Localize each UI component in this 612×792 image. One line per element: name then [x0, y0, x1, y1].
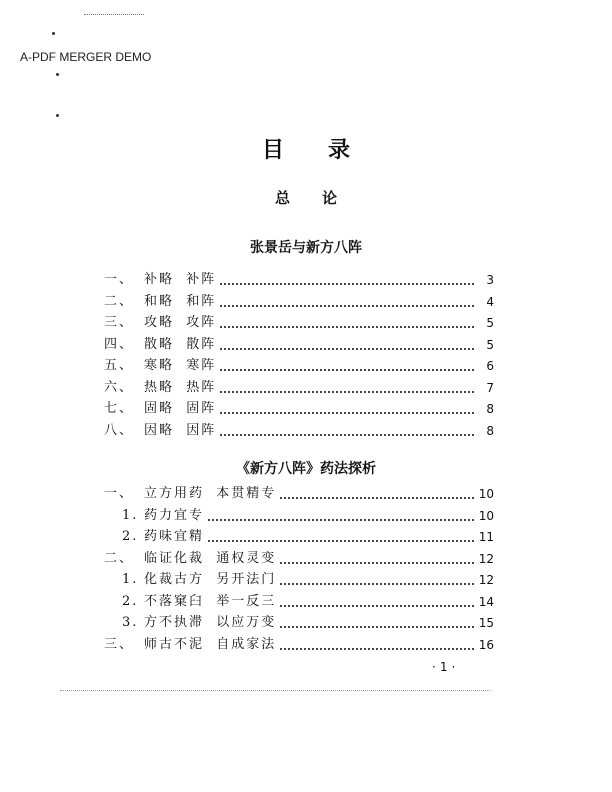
toc-entry [104, 271, 494, 289]
page-number: ·1· [432, 660, 460, 674]
toc-entry-title: 师古不泥 自成家法 [144, 636, 277, 652]
toc-entry-title: 临证化裁 通权灵变 [144, 550, 277, 566]
toc-entry [104, 636, 494, 654]
toc-entry-number: 七、 [104, 401, 135, 416]
scan-speck [56, 114, 59, 117]
toc-entry-page: 10 [478, 487, 494, 501]
toc-leader-dots [220, 434, 474, 436]
toc-leader-dots [280, 562, 474, 564]
toc-entry [122, 571, 494, 589]
toc-leader-dots [280, 497, 474, 499]
toc-entry [104, 379, 494, 397]
section-heading-1: 张景岳与新方八阵 [250, 240, 362, 256]
toc-entry-title: 热略 热阵 [144, 379, 217, 395]
toc-entry-number: 五、 [104, 358, 135, 373]
toc-entry-title: 不落窠臼 举一反三 [144, 593, 277, 609]
toc-entry-title: 方不执滞 以应万变 [144, 615, 277, 630]
toc-entry [104, 485, 494, 503]
toc-entry-number: 3. [122, 615, 139, 630]
toc-entry-page: 6 [486, 359, 494, 373]
toc-entry [104, 422, 494, 440]
toc-entry-page: 8 [486, 402, 494, 416]
toc-entry [104, 336, 494, 354]
toc-entry [122, 528, 494, 546]
toc-leader-dots [280, 648, 474, 650]
toc-leader-dots [280, 583, 474, 585]
toc-leader-dots [220, 412, 474, 414]
toc-leader-dots [208, 519, 474, 521]
scan-artifact-line [60, 690, 490, 691]
toc-entry [104, 550, 494, 568]
toc-entry-title: 立方用药 本贯精专 [144, 486, 277, 501]
toc-entry-number: 一、 [104, 272, 135, 287]
scan-artifact-line [84, 14, 144, 17]
toc-entry-title: 补略 补阵 [144, 272, 217, 287]
toc-entry-page: 12 [478, 573, 494, 587]
toc-entry-number: 二、 [104, 550, 135, 566]
toc-entry-page: 4 [486, 294, 494, 309]
toc-entry [104, 400, 494, 418]
toc-leader-dots [220, 283, 474, 285]
toc-entry-number: 2. [122, 593, 139, 609]
toc-entry-page: 8 [486, 423, 494, 438]
toc-entry-title: 攻略 攻阵 [144, 315, 217, 330]
toc-leader-dots [280, 605, 474, 607]
toc-leader-dots [220, 348, 474, 350]
toc-entry-number: 二、 [104, 293, 135, 309]
page-subtitle: 总论 [274, 189, 369, 207]
toc-entry-page: 16 [478, 637, 494, 652]
toc-entry-number: 1. [122, 572, 139, 587]
section-heading-2: 《新方八阵》药法探析 [236, 461, 376, 477]
toc-entry [104, 357, 494, 375]
toc-entry [104, 314, 494, 332]
toc-entry-page: 12 [478, 551, 494, 566]
toc-entry [122, 507, 494, 525]
toc-entry-number: 四、 [104, 336, 135, 352]
toc-entry-page: 3 [486, 273, 494, 287]
toc-leader-dots [220, 305, 474, 307]
toc-entry-title: 寒略 寒阵 [144, 358, 217, 373]
toc-leader-dots [280, 626, 474, 628]
toc-entry-page: 14 [478, 594, 494, 609]
toc-entry-number: 三、 [104, 636, 135, 652]
toc-entry-page: 5 [486, 337, 494, 352]
toc-entry-page: 7 [486, 380, 494, 395]
toc-entry-title: 因略 因阵 [144, 422, 217, 438]
toc-leader-dots [220, 326, 474, 328]
toc-entry [104, 293, 494, 311]
toc-entry-page: 5 [486, 316, 494, 330]
scan-speck [56, 73, 59, 76]
toc-entry-title: 固略 固阵 [144, 401, 217, 416]
toc-entry-title: 药味宜精 [144, 529, 205, 544]
toc-entry-title: 药力宜专 [144, 507, 205, 523]
toc-leader-dots [220, 369, 474, 371]
toc-entry-number: 三、 [104, 315, 135, 330]
page-title: 目录 [261, 137, 394, 163]
toc-entry-number: 一、 [104, 486, 135, 501]
toc-entry-number: 八、 [104, 422, 135, 438]
toc-entry-number: 1. [122, 507, 139, 523]
toc-leader-dots [208, 540, 474, 542]
toc-entry-title: 散略 散阵 [144, 336, 217, 352]
toc-entry [122, 593, 494, 611]
scan-speck [52, 32, 55, 35]
toc-entry-page: 10 [478, 508, 494, 523]
toc-entry-title: 和略 和阵 [144, 293, 217, 309]
toc-entry-title: 化裁古方 另开法门 [144, 572, 277, 587]
toc-entry-number: 六、 [104, 379, 135, 395]
toc-entry-number: 2. [122, 529, 139, 544]
watermark: A-PDF MERGER DEMO [20, 50, 152, 64]
toc-entry-page: 15 [478, 616, 494, 630]
toc-entry-page: 11 [478, 530, 494, 544]
toc-leader-dots [220, 391, 474, 393]
toc-entry [122, 614, 494, 632]
